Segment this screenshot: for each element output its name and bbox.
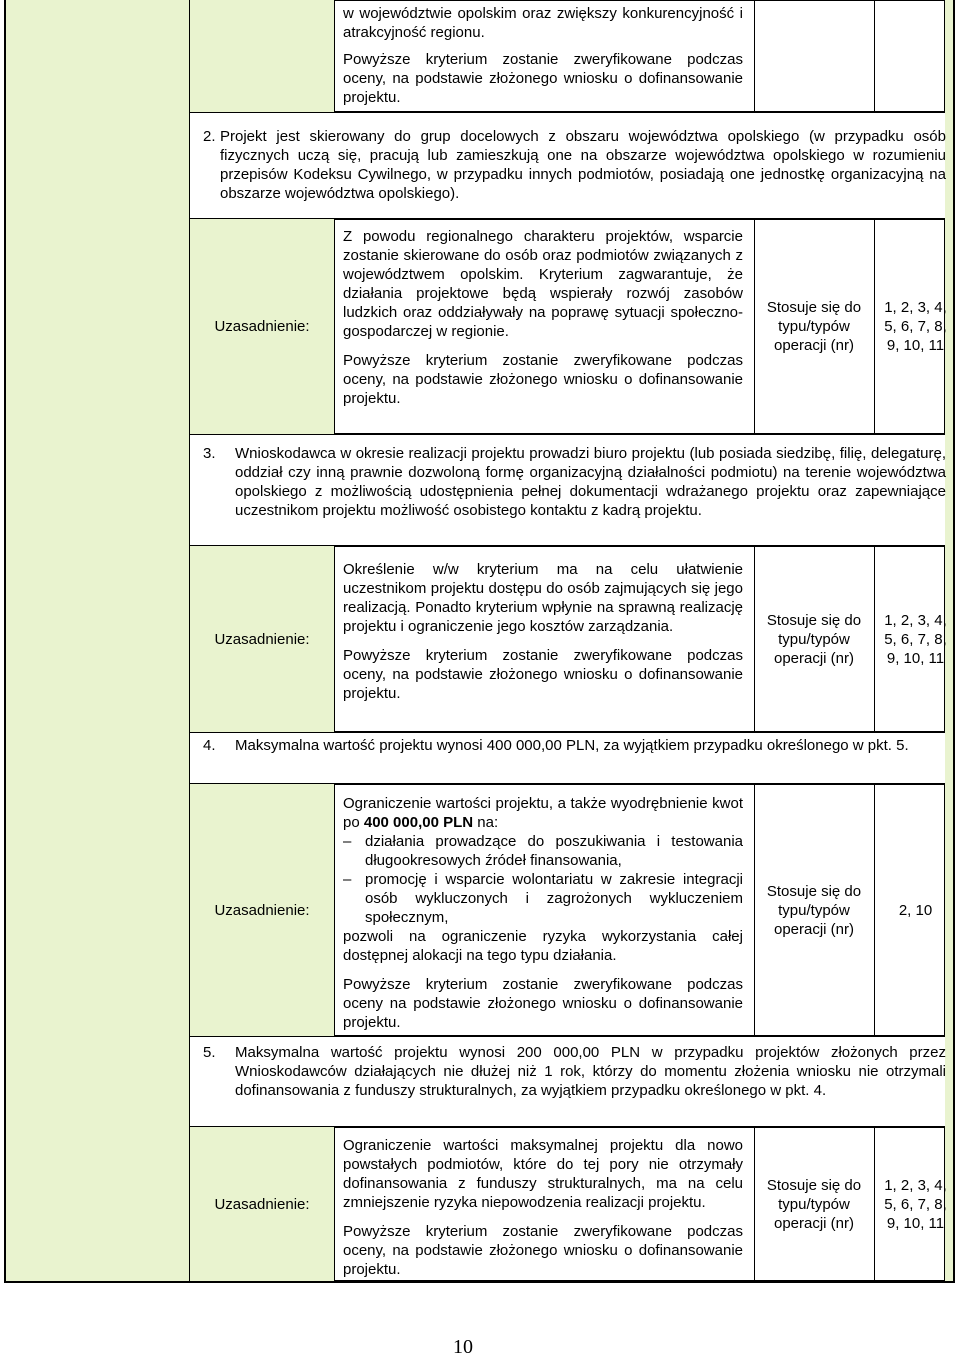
criterion-4-operations: 2, 10 — [898, 901, 933, 919]
top-line: w województwie opolskim oraz zwiększy konkurencyjność i atrakcyjność regionu. — [343, 5, 743, 41]
criterion-5-justification-text: Ograniczenie wartości maksymalnej projektu dla nowo powstałych podmiotów, które do tej pory nie otrzymały dofinansowania z funduszy strukturalnych, ma na celu zmniejszenie ryzyka niepowodzenia realizacji projektu. — [343, 1137, 743, 1211]
criterion-2-justification-text: Z powodu regionalnego charakteru projektów, wsparcie zostanie skierowane do osób oraz podmiotów związanych z województwem opolskim. Kryterium zagwarantuje, że działania projektowe będą wspierały rozwój zasobów ludzkich oraz oddziaływały na poprawę sytuacji społeczno-gospodarczej w regionie. — [343, 228, 743, 340]
criterion-5-justification — [343, 1136, 743, 1279]
criterion-4-intro-bold: 400 000,00 PLN — [363, 814, 474, 831]
criterion-3-justification — [343, 560, 743, 703]
criterion-3-operations: 1, 2, 3, 4, 5, 6, 7, 8, 9, 10, 11 — [884, 611, 947, 667]
criterion-2-text: Projekt jest skierowany do grup docelowych z obszaru województwa opolskiego (w przypadku osób fizycznych uczą się, pracują lub zamieszkują one na obszarze województwa opolskiego w rozumieniu przepisów Kodeksu Cywilnego, w przypadku innych podmiotów, posiadają one jednostkę organizacyjną na obszarze województwa opolskiego). — [220, 128, 946, 202]
criterion-3-label: Uzasadnienie: — [214, 630, 310, 648]
criterion-5-applies: Stosuje się do typu/typów operacji (nr) — [766, 1176, 862, 1232]
criterion-4-intro-a: Ograniczenie wartości projektu, a także wyodrębnienie kwot po — [343, 795, 743, 831]
criterion-2-label: Uzasadnienie: — [214, 318, 310, 335]
criterion-3-text: Wnioskodawca w okresie realizacji projektu prowadzi biuro projektu (lub posiada siedzibę, filię, delegaturę, oddział czy inną prawnie dozwoloną formę organizacyjną działalności podmiotu) na terenie województwa opolskiego z możliwością udostępnienia pełnej dokumentacji wdrażanego projektu oraz zapewniające uczestnikom projektu możliwość osobistego kontaktu z kadrą projektu. — [235, 445, 946, 519]
criterion-2-operations: 1, 2, 3, 4, 5, 6, 7, 8, 9, 10, 11 — [884, 299, 947, 354]
criterion-2-justification — [343, 227, 743, 408]
criterion-5-operations: 1, 2, 3, 4, 5, 6, 7, 8, 9, 10, 11 — [884, 1176, 947, 1232]
criterion-4-applies: Stosuje się do typu/typów operacji (nr) — [766, 882, 862, 938]
criterion-4-intro-b: na: — [473, 814, 499, 831]
criterion-4-list — [343, 832, 743, 927]
top-verification: Powyższe kryterium zostanie zweryfikowane podczas oceny, na podstawie złożonego wniosku o dofinansowanie projektu. — [343, 51, 743, 106]
left-margin-fill — [6, 0, 190, 1281]
top-empty-cell-b — [874, 0, 945, 112]
criterion-4-label: Uzasadnienie: — [214, 901, 310, 919]
top-text — [343, 4, 743, 107]
criterion-4-text: Maksymalna wartość projektu wynosi 400 000,00 PLN, za wyjątkiem przypadku określonego w pkt. 5. — [235, 737, 909, 754]
criterion-4-number: 4. — [203, 737, 216, 754]
criterion-3-justification-text: Określenie w/w kryterium ma na celu ułatwienie uczestnikom projektu dostępu do osób zajmujących się jego realizacją. Ponadto kryterium wpłynie na sprawną realizację projektu i ograniczenie jego kosztów zarządzania. — [343, 561, 743, 635]
criterion-2-applies: Stosuje się do typu/typów operacji (nr) — [766, 299, 862, 354]
criterion-5-label: Uzasadnienie: — [214, 1195, 310, 1213]
criterion-3-applies: Stosuje się do typu/typów operacji (nr) — [766, 611, 862, 667]
criterion-3-number: 3. — [203, 445, 216, 462]
outer-frame-right — [953, 0, 955, 1283]
criterion-2-verification: Powyższe kryterium zostanie zweryfikowane podczas oceny, na podstawie złożonego wniosku o dofinansowanie projektu. — [343, 352, 743, 407]
criterion-4-after-list: pozwoli na ograniczenie ryzyka wykorzystania całej dostępnej alokacji na tego typu działania. — [343, 928, 743, 964]
criterion-4-verification: Powyższe kryterium zostanie zweryfikowane podczas oceny na podstawie złożonego wniosku o dofinansowanie projektu. — [343, 976, 743, 1031]
list-item: – promocję i wsparcie wolontariatu w zakresie integracji osób wykluczonych i zagrożonych wykluczeniem społecznym, — [343, 870, 743, 927]
outer-frame-bottom — [4, 1281, 955, 1283]
page-number: 10 — [453, 1336, 473, 1358]
criterion-3-verification: Powyższe kryterium zostanie zweryfikowane podczas oceny, na podstawie złożonego wniosku o dofinansowanie projektu. — [343, 647, 743, 702]
criterion-5-verification: Powyższe kryterium zostanie zweryfikowane podczas oceny, na podstawie złożonego wniosku o dofinansowanie projektu. — [343, 1223, 743, 1278]
criterion-4-justification — [343, 794, 743, 1032]
top-empty-cell-a — [754, 0, 875, 112]
criterion-5-text: Maksymalna wartość projektu wynosi 200 000,00 PLN w przypadku projektów złożonych przez Wnioskodawców działających nie dłużej niż 1 rok, którzy do momentu złożenia wniosku nie otrzymali dofinansowania z funduszy strukturalnych, za wyjątkiem przypadku określonego w pkt. 4. — [235, 1044, 946, 1099]
criterion-2-number: 2. — [203, 128, 216, 145]
criterion-4-intro — [343, 794, 743, 832]
list-item: – działania prowadzące do poszukiwania i testowania długookresowych źródeł finansowania, — [343, 832, 743, 870]
criterion-5-number: 5. — [203, 1044, 216, 1061]
